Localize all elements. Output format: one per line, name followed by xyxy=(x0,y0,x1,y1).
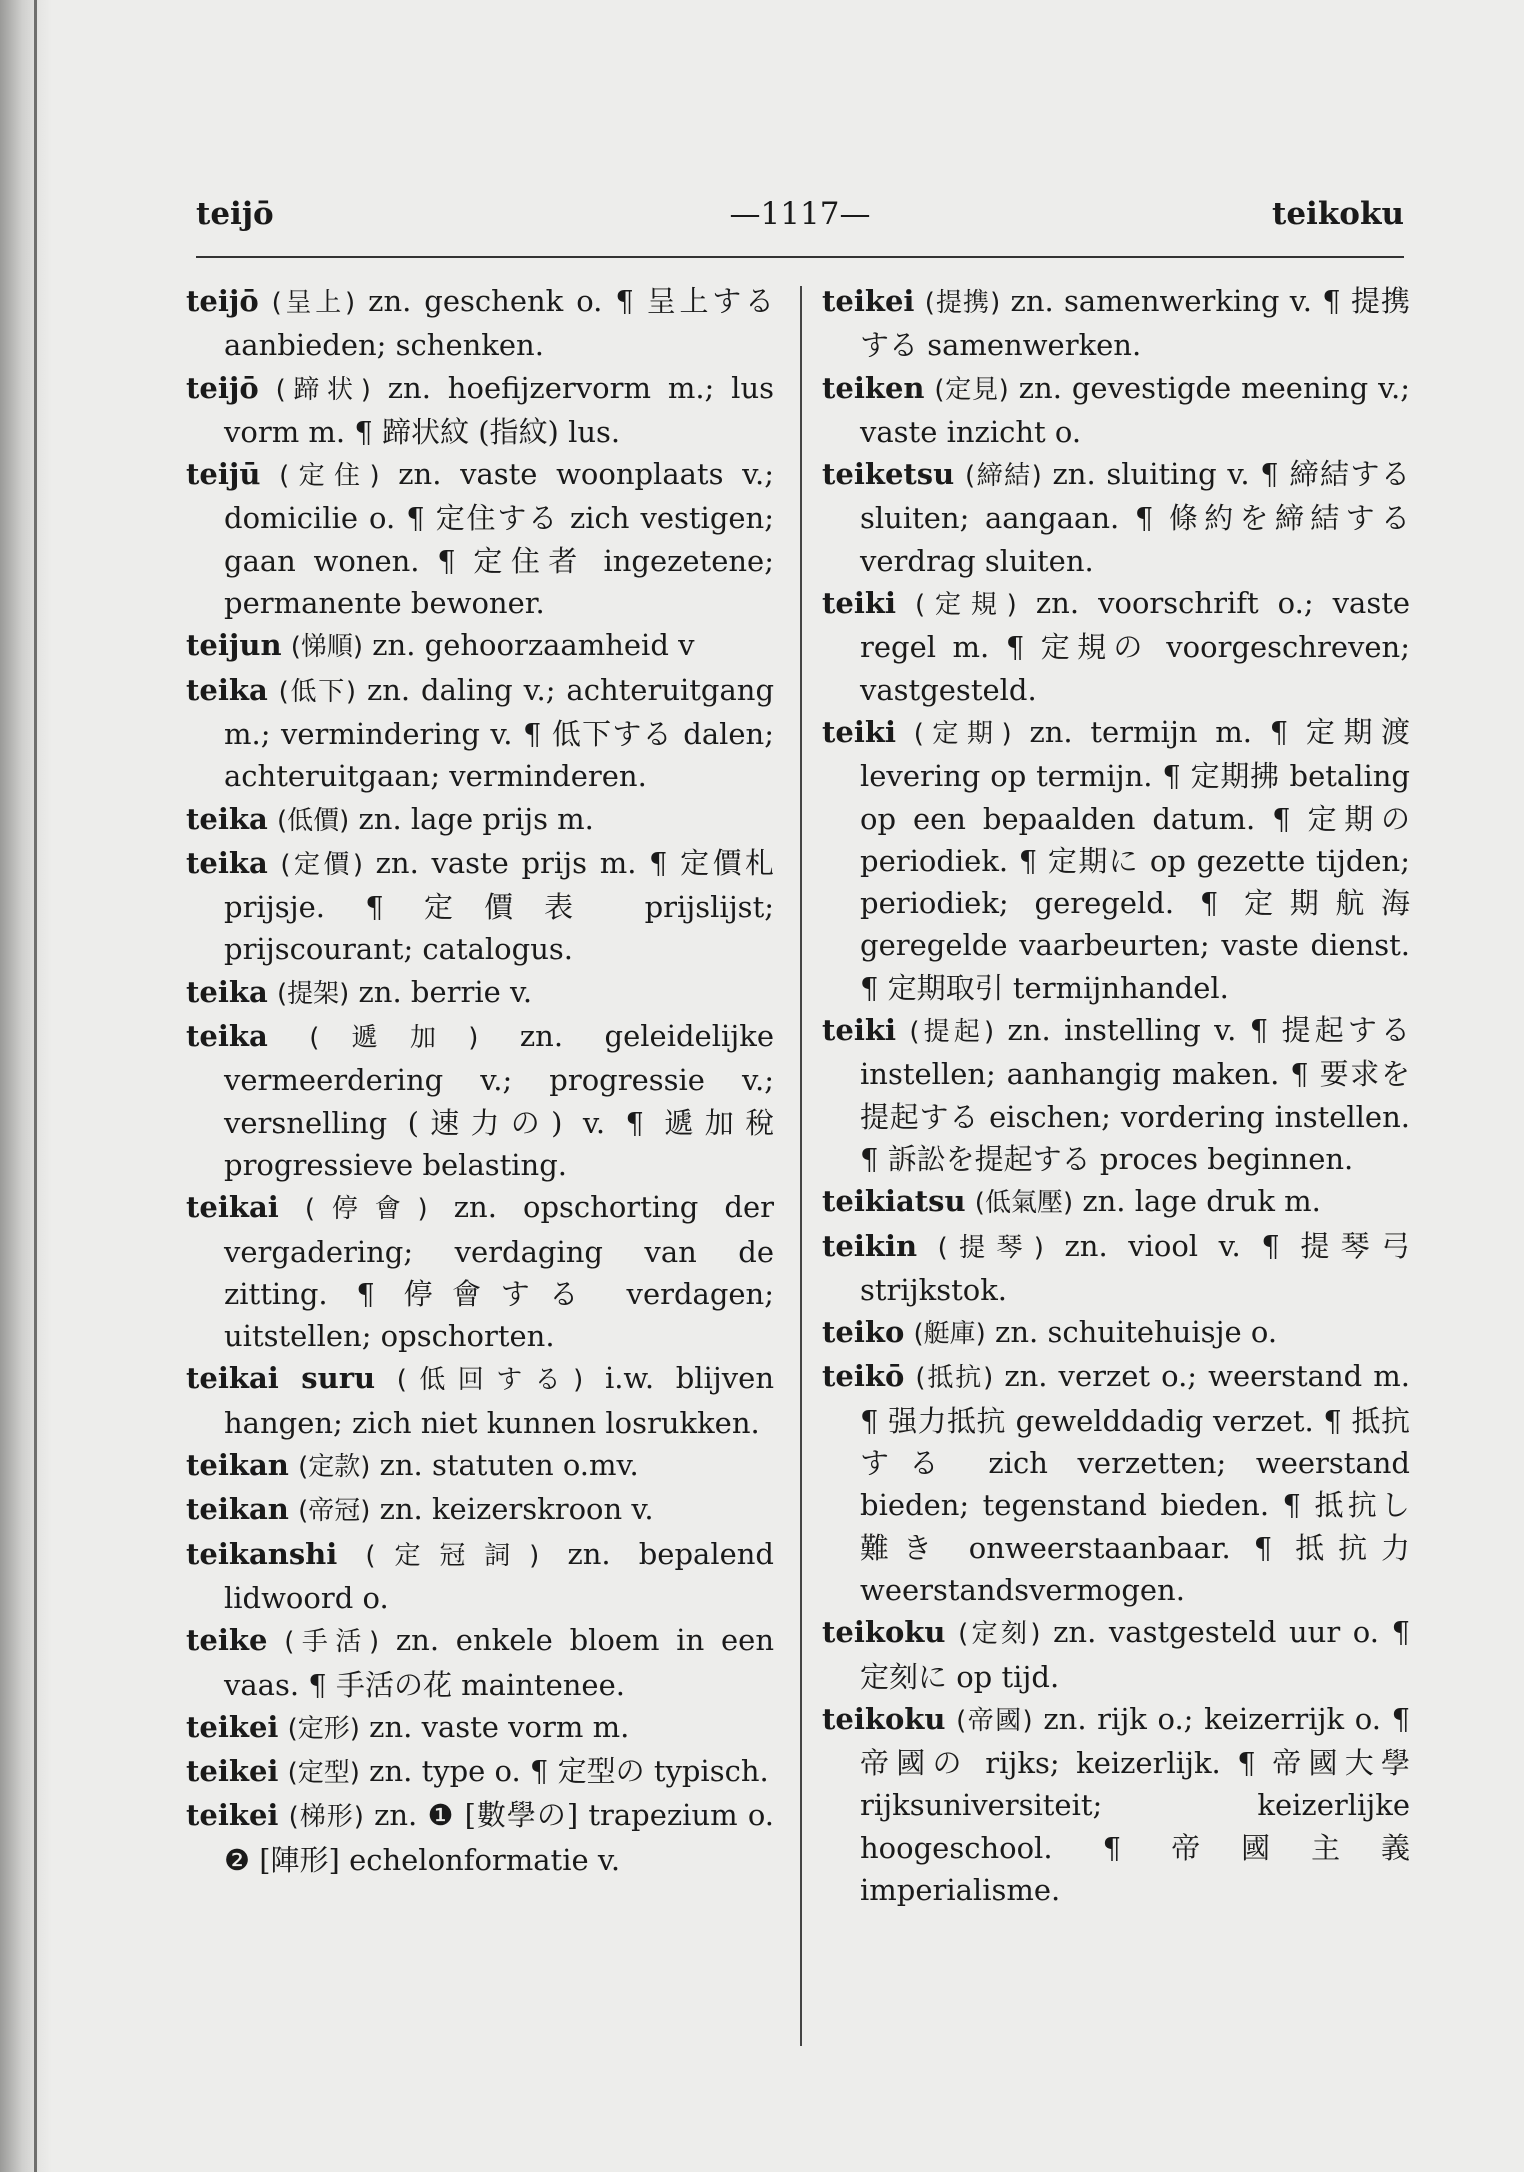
dictionary-entry xyxy=(186,624,774,668)
left-column xyxy=(186,280,774,1881)
dictionary-entry xyxy=(186,1794,774,1881)
entry-kanji: (提携) xyxy=(924,288,1001,318)
dictionary-entry xyxy=(822,1009,1410,1180)
entry-gloss: zn. ❶ [數學の] trapezium o. ❷ [陣形] echelonformatie v. xyxy=(224,1798,775,1877)
entry-gloss: zn. lage prijs m. xyxy=(358,801,594,836)
entry-kanji: (定價) xyxy=(280,849,363,880)
entry-headword: teikanshi xyxy=(186,1536,338,1571)
entry-headword: teika xyxy=(186,1019,268,1054)
entry-headword: teiketsu xyxy=(822,457,955,492)
dictionary-entry xyxy=(186,842,774,971)
entry-kanji: (低回する) xyxy=(396,1365,584,1396)
dictionary-entry xyxy=(822,1180,1410,1224)
entry-kanji: (呈上) xyxy=(271,288,356,318)
entry-gloss: zn. vaste prijs m. ¶ 定價札 prijsje. ¶ 定價表 prijslijst; prijscourant; catalogus. xyxy=(224,845,775,967)
entry-gloss: zn. geschenk o. ¶ 呈上する aanbieden; schenken. xyxy=(224,284,775,363)
entry-gloss: zn. berrie v. xyxy=(358,974,533,1009)
dictionary-entry xyxy=(822,453,1410,582)
entry-kanji: (悌順) xyxy=(290,632,364,663)
dictionary-entry xyxy=(186,367,774,454)
entry-headword: teiken xyxy=(822,370,925,405)
entry-kanji: (梯形) xyxy=(288,1802,364,1833)
entry-kanji: (定規) xyxy=(915,590,1017,621)
dictionary-entry xyxy=(822,1355,1410,1611)
entry-headword: teijō xyxy=(186,370,259,405)
entry-kanji: (低價) xyxy=(276,805,350,836)
entry-headword: teijō xyxy=(186,284,259,318)
entry-headword: teiki xyxy=(822,714,896,749)
entry-gloss: zn. type o. ¶ 定型の typisch. xyxy=(369,1754,769,1789)
dictionary-entry xyxy=(186,280,774,367)
entry-kanji: (帝國) xyxy=(956,1705,1033,1736)
entry-kanji: (手活) xyxy=(284,1627,380,1658)
entry-headword: teikan xyxy=(186,1448,289,1483)
entry-kanji: (定款) xyxy=(298,1452,371,1483)
entry-gloss: zn. enkele bloem in een vaas. ¶ 手活の花 maintenee. xyxy=(224,1623,775,1702)
entry-kanji: (定期) xyxy=(913,718,1012,749)
entry-headword: teikiatsu xyxy=(822,1184,966,1219)
entry-headword: teijū xyxy=(186,457,261,492)
entry-gloss: zn. vaste vorm m. xyxy=(369,1709,630,1744)
entry-headword: teikan xyxy=(186,1492,289,1527)
dictionary-entry xyxy=(186,1444,774,1488)
entry-gloss: i.w. blijven hangen; zich niet kunnen losrukken. xyxy=(224,1361,775,1440)
dictionary-entry xyxy=(186,1533,774,1620)
entry-gloss: zn. viool v. ¶ 提琴弓 strijkstok. xyxy=(860,1228,1411,1307)
dictionary-entry xyxy=(186,1357,774,1444)
entry-headword: teikei xyxy=(822,284,915,318)
dictionary-entry xyxy=(186,1015,774,1186)
entry-headword: teikoku xyxy=(822,1701,946,1736)
dictionary-entry xyxy=(822,1698,1410,1911)
entry-headword: teiki xyxy=(822,586,896,621)
entry-kanji: (帝冠) xyxy=(298,1496,371,1527)
dictionary-entry xyxy=(822,280,1410,367)
dictionary-entry xyxy=(822,582,1410,711)
entry-gloss: zn. gehoorzaamheid v xyxy=(372,628,695,663)
entry-kanji: (低下) xyxy=(278,676,357,707)
header-first-guideword: teijō xyxy=(196,196,274,232)
dictionary-entry xyxy=(822,1311,1410,1355)
entry-kanji: (低氣壓) xyxy=(974,1188,1074,1219)
entry-headword: teikoku xyxy=(822,1615,946,1650)
entry-gloss: zn. daling v.; achteruitgang m.; vermindering v. ¶ 低下する dalen; achteruitgaan; verminderen. xyxy=(224,672,775,794)
dictionary-entry xyxy=(822,711,1410,1009)
entry-kanji: (提架) xyxy=(276,978,350,1009)
entry-gloss: zn. statuten o.mv. xyxy=(379,1448,639,1483)
dictionary-entry xyxy=(186,971,774,1015)
dictionary-entry xyxy=(186,1619,774,1706)
dictionary-entry xyxy=(186,669,774,798)
entry-headword: teikai xyxy=(186,1190,279,1225)
entry-kanji: (締結) xyxy=(964,461,1042,492)
book-spine-edge xyxy=(34,0,37,2172)
entry-gloss: zn. verzet o.; weerstand m. ¶ 强力抵抗 gewelddadig verzet. ¶ 抵抗する zich verzetten; weerstand bieden; tegenstand bieden. ¶ 抵抗し難き onweerstaanbaar. ¶ 抵抗力 weerstandsvermogen. xyxy=(860,1359,1410,1607)
entry-headword: teike xyxy=(186,1623,268,1658)
dictionary-entry xyxy=(822,1611,1410,1698)
page-header xyxy=(196,196,1404,246)
page-number: —1117— xyxy=(729,196,871,232)
dictionary-entry xyxy=(822,1225,1410,1312)
entry-gloss: zn. keizerskroon v. xyxy=(379,1492,654,1527)
entry-headword: teikai suru xyxy=(186,1361,376,1396)
right-column xyxy=(822,280,1410,1911)
entry-kanji: (定見) xyxy=(934,374,1009,405)
entry-kanji: (定型) xyxy=(287,1758,360,1789)
entry-headword: teiko xyxy=(822,1315,905,1350)
entry-gloss: zn. instelling v. ¶ 提起する instellen; aanhangig maken. ¶ 要求を提起する eischen; vordering instellen. ¶ 訴訟を提起する proces beginnen. xyxy=(860,1013,1411,1176)
entry-kanji: (抵抗) xyxy=(915,1363,994,1394)
entry-headword: teika xyxy=(186,845,268,880)
dictionary-entry xyxy=(186,1750,774,1794)
entry-gloss: zn. sluiting v. ¶ 締結する sluiten; aangaan. ¶ 條約を締結する verdrag sluiten. xyxy=(860,457,1410,578)
entry-gloss: zn. lage druk m. xyxy=(1082,1184,1321,1219)
entry-gloss: zn. rijk o.; keizerrijk o. ¶ 帝國の rijks; keizerlijk. ¶ 帝國大學 rijksuniversiteit; keizerlijke hoogeschool. ¶ 帝國主義 imperialisme. xyxy=(860,1701,1411,1907)
entry-gloss: zn. samenwerking v. ¶ 提携する samenwerken. xyxy=(860,284,1411,363)
dictionary-entry xyxy=(186,1488,774,1532)
entry-kanji: (蹄状) xyxy=(275,374,371,405)
entry-gloss: zn. gevestigde meening v.; vaste inzicht o. xyxy=(860,370,1411,449)
entry-kanji: (定形) xyxy=(287,1713,360,1744)
entry-gloss: zn. bepalend lidwoord o. xyxy=(224,1536,774,1615)
header-rule xyxy=(196,256,1404,258)
entry-kanji: (提琴) xyxy=(937,1232,1044,1263)
dictionary-entry xyxy=(186,798,774,842)
entry-headword: teikō xyxy=(822,1359,905,1394)
dictionary-entry xyxy=(186,1706,774,1750)
entry-headword: teikei xyxy=(186,1754,279,1789)
dictionary-entry xyxy=(186,1186,774,1357)
entry-headword: teiki xyxy=(822,1013,896,1048)
dictionary-entry xyxy=(822,367,1410,454)
entry-headword: teikin xyxy=(822,1228,918,1263)
header-last-guideword: teikoku xyxy=(1272,196,1404,232)
entry-headword: teikei xyxy=(186,1709,279,1744)
dictionary-entry xyxy=(186,453,774,624)
entry-headword: teijun xyxy=(186,628,282,663)
column-divider xyxy=(800,286,802,2046)
entry-kanji: (艇庫) xyxy=(913,1319,986,1350)
entry-gloss: zn. voorschrift o.; vaste regel m. ¶ 定規の voorgeschreven; vastgesteld. xyxy=(860,586,1411,707)
entry-gloss: zn. hoefijzervorm m.; lus vorm m. ¶ 蹄状紋 (指紋) lus. xyxy=(224,370,775,449)
entry-kanji: (停會) xyxy=(304,1194,428,1225)
entry-kanji: (遞加) xyxy=(309,1023,479,1054)
entry-gloss: zn. geleidelijke vermeerdering v.; progressie v.; versnelling (速力の) v. ¶ 遞加稅 progressieve belasting. xyxy=(224,1019,774,1182)
entry-kanji: (提起) xyxy=(909,1017,995,1048)
entry-kanji: (定冠詞) xyxy=(365,1540,540,1571)
entry-headword: teika xyxy=(186,672,268,707)
entry-kanji: (定刻) xyxy=(958,1619,1041,1650)
entry-headword: teika xyxy=(186,801,268,836)
entry-gloss: zn. vastgesteld uur o. ¶ 定刻に op tijd. xyxy=(860,1615,1411,1694)
entry-kanji: (定住) xyxy=(279,461,380,492)
entry-gloss: zn. opschorting der vergadering; verdaging van de zitting. ¶ 停會する verdagen; uitstellen; opschorten. xyxy=(224,1190,775,1354)
entry-gloss: zn. schuitehuisje o. xyxy=(995,1315,1278,1350)
entry-headword: teika xyxy=(186,974,268,1009)
book-spine-shadow xyxy=(0,0,52,2172)
entry-gloss: zn. termijn m. ¶ 定期渡 levering op termijn. ¶ 定期拂 betaling op een bepaalden datum. ¶ 定期の periodiek. ¶ 定期に op gezette tijden; periodiek; geregeld. ¶ 定期航海 geregelde vaarbeurten; vaste dienst. ¶ 定期取引 termijnhandel. xyxy=(860,714,1411,1005)
entry-gloss: zn. vaste woonplaats v.; domicilie o. ¶ 定住する zich vestigen; gaan wonen. ¶ 定住者 ingezetene; permanente bewoner. xyxy=(224,457,775,621)
entry-headword: teikei xyxy=(186,1798,279,1833)
